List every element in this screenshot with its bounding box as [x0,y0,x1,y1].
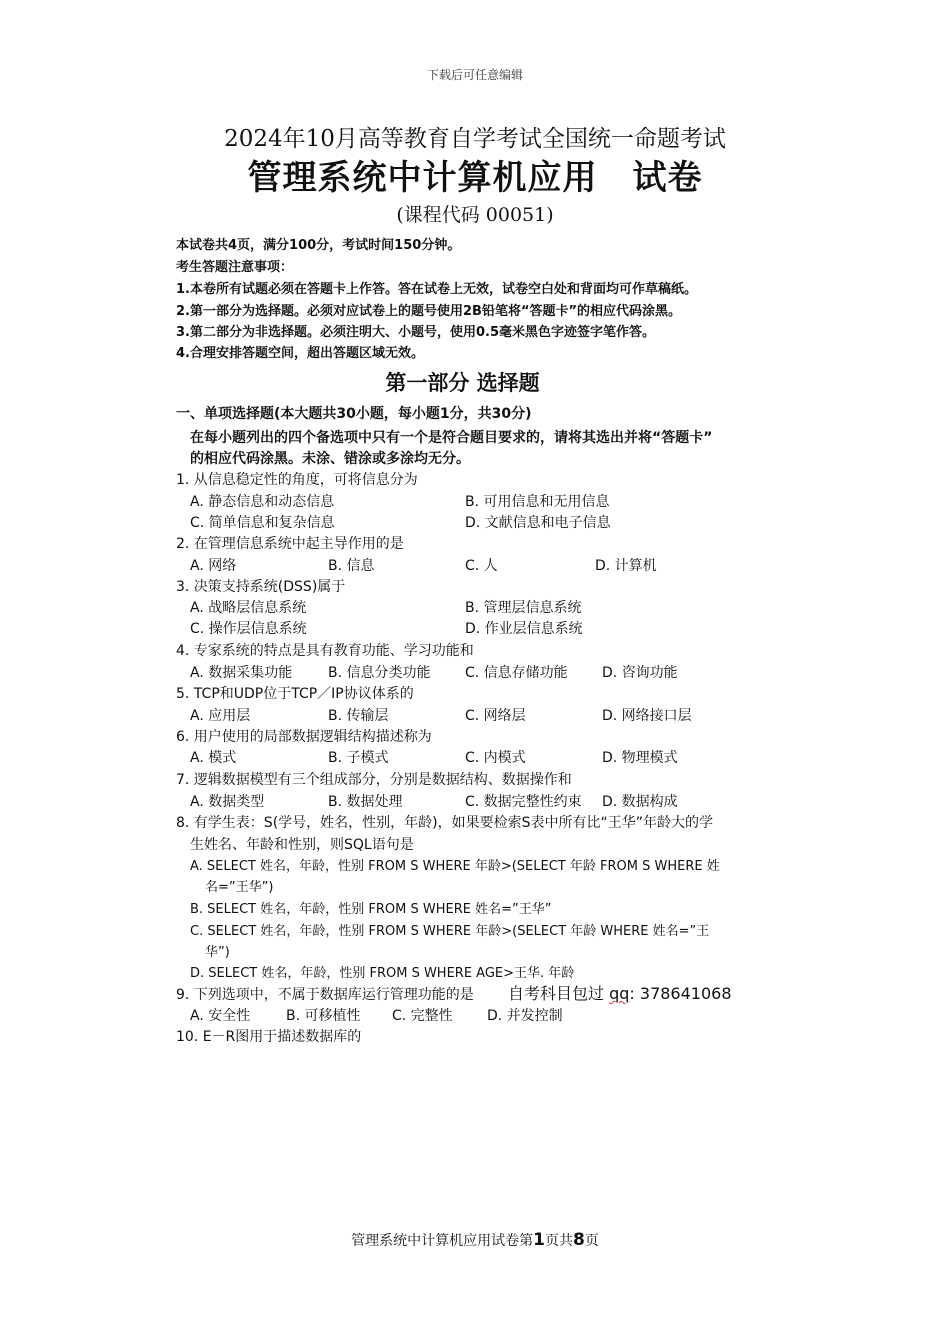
footer-page-number: 1 [533,1230,545,1250]
option-b: B. 可用信息和无用信息 [465,494,610,510]
option-a: A. 网络 [190,558,237,574]
option-a: A. 安全性 [190,1008,251,1024]
option-d: D. 作业层信息系统 [465,621,583,637]
option-a: A. 数据采集功能 [190,665,293,681]
contact-label: 自考科目包过 [508,984,610,1003]
option-c: C. 数据完整性约束 [465,794,582,810]
option-d: D. 并发控制 [487,1008,563,1024]
option-d: D. 物理模式 [602,750,678,766]
option-a: A. 数据类型 [190,794,265,810]
header-note: 下载后可任意编辑 [426,68,523,82]
question-stem: 2. 在管理信息系统中起主导作用的是 [176,536,404,552]
option-b: B. 信息分类功能 [328,665,431,681]
option-a: A. SELECT 姓名，年龄，性别 FROM S WHERE 年龄>(SELECT 年龄 FROM S WHERE 姓 [190,859,720,874]
option-d: D. 文献信息和电子信息 [465,515,611,531]
option-c: C. 简单信息和复杂信息 [190,515,335,531]
option-d: D. SELECT 姓名，年龄，性别 FROM S WHERE AGE>王华. 年龄 [190,966,575,981]
option-d: D. 计算机 [595,558,657,574]
qq-number: : 378641068 [629,984,732,1003]
course-code: (课程代码 00051) [396,204,554,226]
question-stem-cont: 生姓名、年龄和性别，则SQL语句是 [190,837,414,853]
option-b: B. 传输层 [328,708,389,724]
option-c: C. 操作层信息系统 [190,621,307,637]
option-d: D. 网络接口层 [602,708,692,724]
option-b: B. 信息 [328,558,375,574]
question-stem: 10. E－R图用于描述数据库的 [176,1029,362,1045]
section-heading: 一、单项选择题(本大题共30小题，每小题1分，共30分) [176,406,532,422]
instruction-line: 考生答题注意事项： [176,260,294,275]
option-b: B. 可移植性 [286,1008,361,1024]
option-c: C. 内模式 [465,750,526,766]
question-stem: 9. 下列选项中，不属于数据库运行管理功能的是 [176,987,474,1003]
section-note: 在每小题列出的四个备选项中只有一个是符合题目要求的，请将其选出并将“答题卡” [190,430,713,446]
option-d: D. 数据构成 [602,794,678,810]
section-note: 的相应代码涂黑。未涂、错涂或多涂均无分。 [190,451,470,467]
footer-total-pages: 8 [573,1230,585,1250]
instruction-line: 本试卷共4页，满分100分，考试时间150分钟。 [176,238,461,253]
subject-title: 管理系统中计算机应用 试卷 [247,158,703,198]
footer-suffix: 页 [584,1233,599,1249]
footer-prefix: 管理系统中计算机应用试卷第 [351,1233,534,1249]
instruction-line: 1.本卷所有试题必须在答题卡上作答。答在试卷上无效，试卷空白处和背面均可作草稿纸。 [176,282,697,297]
question-stem: 6. 用户使用的局部数据逻辑结构描述称为 [176,729,432,745]
instruction-line: 3.第二部分为非选择题。必须注明大、小题号，使用0.5毫米黑色字迹签字笔作答。 [176,325,656,340]
option-b: B. 数据处理 [328,794,403,810]
option-a: A. 静态信息和动态信息 [190,494,335,510]
question-stem: 1. 从信息稳定性的角度，可将信息分为 [176,472,418,488]
part-title: 第一部分 选择题 [385,371,540,395]
footer-middle: 页共 [545,1233,573,1249]
question-stem: 3. 决策支持系统(DSS)属于 [176,579,346,595]
question-stem: 4. 专家系统的特点是具有教育功能、学习功能和 [176,643,474,659]
exam-title: 2024年10月高等教育自学考试全国统一命题考试 [224,126,726,152]
option-a: A. 战略层信息系统 [190,600,307,616]
option-c-cont: 华”) [205,945,230,960]
option-c: C. SELECT 姓名，年龄，性别 FROM S WHERE 年龄>(SELECT 年龄 WHERE 姓名=”王 [190,924,710,939]
option-a-cont: 名=”王华”) [205,880,274,895]
option-c: C. 信息存储功能 [465,665,568,681]
option-b: B. 子模式 [328,750,389,766]
option-d: D. 咨询功能 [602,665,678,681]
question-stem: 7. 逻辑数据模型有三个组成部分，分别是数据结构、数据操作和 [176,772,572,788]
option-b: B. SELECT 姓名，年龄，性别 FROM S WHERE 姓名=”王华” [190,902,552,917]
page-footer [0,1230,950,1250]
option-a: A. 模式 [190,750,237,766]
question-stem: 8. 有学生表：S(学号，姓名，性别，年龄)，如果要检索S表中所有比“王华”年龄大的学 [176,815,714,831]
qq-label: qq [609,984,630,1003]
question-stem: 5. TCP和UDP位于TCP／IP协议体系的 [176,686,414,702]
option-c: C. 网络层 [465,708,526,724]
option-b: B. 管理层信息系统 [465,600,582,616]
instruction-line: 2.第一部分为选择题。必须对应试卷上的题号使用2B铅笔将“答题卡”的相应代码涂黑。 [176,304,682,319]
option-c: C. 人 [465,558,498,574]
contact-note [508,981,732,1004]
option-c: C. 完整性 [392,1008,453,1024]
option-a: A. 应用层 [190,708,251,724]
instruction-line: 4.合理安排答题空间，超出答题区域无效。 [176,346,424,361]
